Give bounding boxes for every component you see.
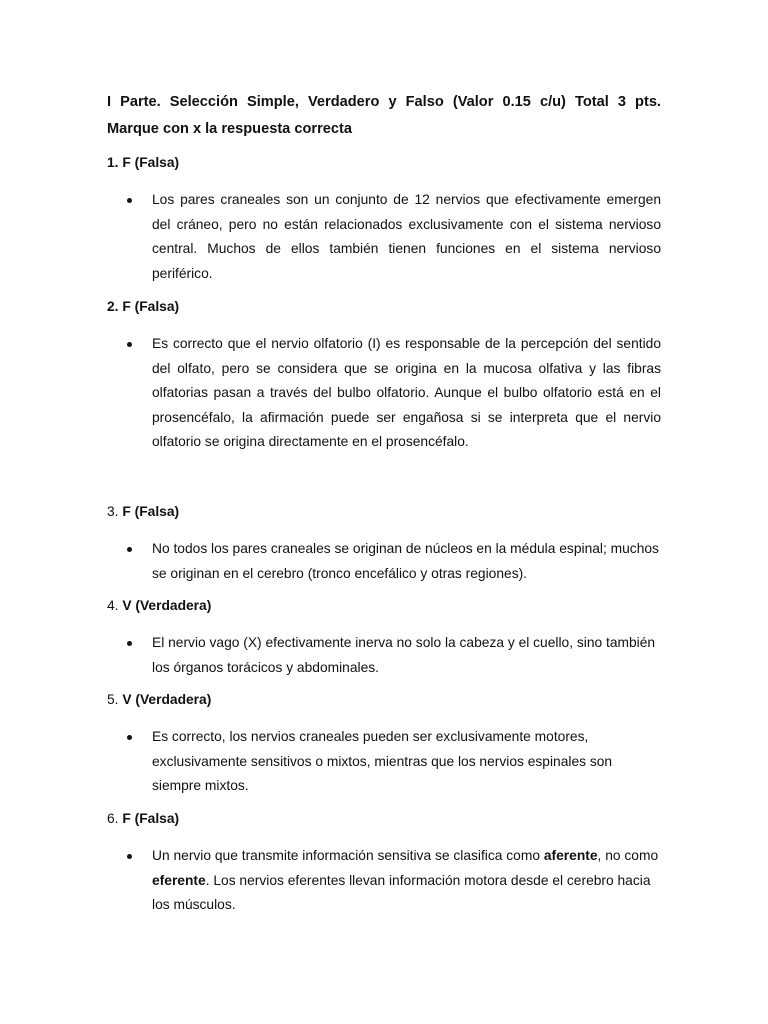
bullet-icon (127, 735, 132, 740)
question-answer: F (Falsa) (122, 504, 180, 519)
explanation-text: El nervio vago (X) efectivamente inerva no solo la cabeza y el cuello, sino también los órganos torácicos y abdominales. (152, 635, 656, 675)
question-1-label (107, 153, 179, 173)
explanation-text: Los pares craneales son un conjunto de 12 nervios que efectivamente emergen del cráneo, pero no están relacionados exclusivamente con el sistema nervioso central. Muchos de ellos también tienen funciones en el sistema nervioso periférico. (152, 192, 661, 281)
question-answer: V (Verdadera) (122, 692, 212, 707)
section-heading-line1: I Parte. Selección Simple, Verdadero y Falso (Valor 0.15 c/u) Total 3 pts. (107, 94, 661, 110)
bullet-icon (127, 198, 132, 203)
aferente-term: aferente (543, 848, 598, 863)
question-answer: F (Falsa) (122, 299, 180, 314)
question-number: 6. (107, 811, 119, 826)
question-5-label (107, 690, 211, 710)
bullet-icon (127, 854, 132, 859)
explanation-text: Es correcto, los nervios craneales pueden ser exclusivamente motores, exclusivamente sensitivos o mixtos, mientras que los nervios espinales son siempre mixtos. (152, 729, 613, 793)
bullet-icon (127, 547, 132, 552)
explanation-text: No todos los pares craneales se originan de núcleos en la médula espinal; muchos se originan en el cerebro (tronco encefálico y otras regiones). (152, 541, 659, 581)
question-answer: F (Falsa) (122, 811, 180, 826)
question-6-label (107, 809, 179, 829)
question-answer: V (Verdadera) (122, 598, 212, 613)
question-number: 3. (107, 504, 119, 519)
question-number: 5. (107, 692, 119, 707)
question-4-label (107, 596, 211, 616)
explanation-text: Es correcto que el nervio olfatorio (I) es responsable de la percepción del sentido del olfato, pero se considera que se origina en la mucosa olfativa y las fibras olfatorias pasan a través del bulbo olfatorio. Aunque el bulbo olfatorio está en el prosencéfalo, la afirmación puede ser engañosa si se interpreta que el nervio olfatorio se origina directamente en el prosencéfalo. (152, 336, 661, 449)
explanation-text (152, 844, 661, 918)
bullet-icon (127, 342, 132, 347)
question-3-label (107, 502, 179, 522)
question-number: 2. (107, 299, 119, 314)
bullet-icon (127, 641, 132, 646)
section-heading (107, 89, 661, 143)
question-number: 4. (107, 598, 119, 613)
eferente-term: eferente (152, 872, 206, 888)
explanation-text-part1: Un nervio que transmite información sensitiva se clasifica como (152, 848, 544, 863)
explanation-text-part3: . Los nervios eferentes llevan información motora desde el cerebro hacia los músculos. (152, 872, 651, 912)
section-heading-line2: Marque con x la respuesta correcta (107, 121, 352, 137)
explanation-text-part2: , no como (597, 848, 659, 863)
question-2-label (107, 297, 179, 317)
question-number: 1. (107, 155, 119, 170)
question-answer: F (Falsa) (122, 155, 180, 170)
